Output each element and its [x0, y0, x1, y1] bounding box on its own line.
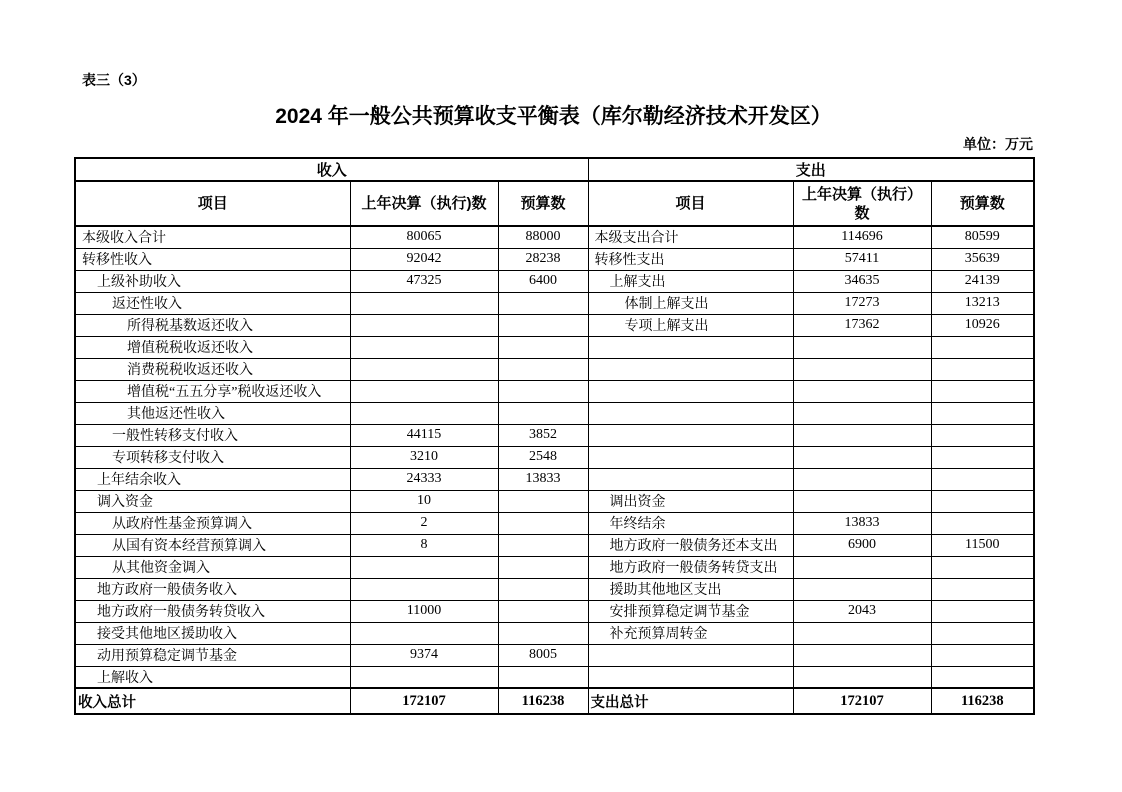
income-prev-value-cell: 24333	[350, 468, 498, 490]
income-prev-value-cell: 10	[350, 490, 498, 512]
expenditure-item-cell: 本级支出合计	[588, 226, 793, 248]
income-item-cell: 从其他资金调入	[75, 556, 350, 578]
expenditure-prev-value-cell: 6900	[793, 534, 931, 556]
expenditure-budget-value-cell	[931, 424, 1034, 446]
expenditure-budget-value-cell	[931, 622, 1034, 644]
income-prev-value-cell	[350, 314, 498, 336]
income-budget-value-cell: 28238	[498, 248, 588, 270]
income-budget-value-cell	[498, 314, 588, 336]
expenditure-budget-value-cell: 35639	[931, 248, 1034, 270]
expenditure-item-cell: 地方政府一般债务还本支出	[588, 534, 793, 556]
income-item-cell: 地方政府一般债务转贷收入	[75, 600, 350, 622]
income-item-cell: 消费税税收返还收入	[75, 358, 350, 380]
expenditure-prev-value-cell: 17362	[793, 314, 931, 336]
expenditure-budget-value-cell	[931, 556, 1034, 578]
expenditure-prev-value-cell	[793, 666, 931, 688]
income-budget-value-cell	[498, 336, 588, 358]
table-row	[75, 424, 1034, 446]
income-budget-value-cell	[498, 556, 588, 578]
expenditure-prev-value-cell	[793, 380, 931, 402]
income-item-cell: 返还性收入	[75, 292, 350, 314]
income-item-cell: 地方政府一般债务收入	[75, 578, 350, 600]
page-title: 2024 年一般公共预算收支平衡表（库尔勒经济技术开发区）	[275, 105, 832, 128]
income-item-cell: 上年结余收入	[75, 468, 350, 490]
expenditure-total-prev-value: 172107	[793, 688, 931, 714]
income-prev-value-cell: 8	[350, 534, 498, 556]
table-row	[75, 380, 1034, 402]
expenditure-item-cell: 转移性支出	[588, 248, 793, 270]
income-budget-header: 预算数	[498, 181, 588, 226]
table-row	[75, 556, 1034, 578]
income-item-cell: 从国有资本经营预算调入	[75, 534, 350, 556]
income-item-cell: 增值税“五五分享”税收返还收入	[75, 380, 350, 402]
expenditure-budget-value-cell	[931, 490, 1034, 512]
expenditure-prev-value-cell	[793, 358, 931, 380]
income-item-cell: 其他返还性收入	[75, 402, 350, 424]
income-item-cell: 上解收入	[75, 666, 350, 688]
expenditure-budget-value-cell	[931, 578, 1034, 600]
income-prev-value-cell: 80065	[350, 226, 498, 248]
table-row	[75, 600, 1034, 622]
income-item-cell: 增值税税收返还收入	[75, 336, 350, 358]
expenditure-item-cell	[588, 644, 793, 666]
expenditure-budget-value-cell	[931, 446, 1034, 468]
income-prev-value-cell	[350, 336, 498, 358]
expenditure-budget-value-cell	[931, 666, 1034, 688]
expenditure-section-header: 支出	[588, 158, 1034, 181]
income-item-header: 项目	[75, 181, 350, 226]
expenditure-budget-value-cell	[931, 644, 1034, 666]
expenditure-prev-value-cell	[793, 336, 931, 358]
income-item-cell: 动用预算稳定调节基金	[75, 644, 350, 666]
table-row	[75, 292, 1034, 314]
expenditure-budget-header: 预算数	[931, 181, 1034, 226]
income-budget-value-cell: 8005	[498, 644, 588, 666]
income-budget-value-cell	[498, 534, 588, 556]
income-prev-value-cell	[350, 556, 498, 578]
income-section-header: 收入	[75, 158, 588, 181]
expenditure-item-cell: 专项上解支出	[588, 314, 793, 336]
expenditure-item-cell: 援助其他地区支出	[588, 578, 793, 600]
income-item-cell: 从政府性基金预算调入	[75, 512, 350, 534]
income-prev-final-header: 上年决算（执行)数	[350, 181, 498, 226]
expenditure-prev-value-cell	[793, 424, 931, 446]
expenditure-budget-value-cell: 24139	[931, 270, 1034, 292]
expenditure-item-cell	[588, 402, 793, 424]
column-header-row	[75, 181, 1034, 226]
expenditure-budget-value-cell: 13213	[931, 292, 1034, 314]
income-prev-value-cell: 9374	[350, 644, 498, 666]
table-row	[75, 270, 1034, 292]
expenditure-prev-value-cell	[793, 402, 931, 424]
income-prev-value-cell: 2	[350, 512, 498, 534]
expenditure-item-cell	[588, 666, 793, 688]
income-prev-value-cell	[350, 292, 498, 314]
expenditure-budget-value-cell: 80599	[931, 226, 1034, 248]
income-prev-value-cell: 92042	[350, 248, 498, 270]
expenditure-budget-value-cell: 11500	[931, 534, 1034, 556]
expenditure-total-label: 支出总计	[588, 688, 793, 714]
table-body	[75, 226, 1034, 688]
expenditure-total-budget-value: 116238	[931, 688, 1034, 714]
income-budget-value-cell: 3852	[498, 424, 588, 446]
income-budget-value-cell: 6400	[498, 270, 588, 292]
income-total-label: 收入总计	[75, 688, 350, 714]
table-row	[75, 578, 1034, 600]
expenditure-item-cell: 体制上解支出	[588, 292, 793, 314]
expenditure-prev-value-cell	[793, 578, 931, 600]
income-item-cell: 一般性转移支付收入	[75, 424, 350, 446]
income-prev-value-cell	[350, 358, 498, 380]
expenditure-prev-value-cell: 17273	[793, 292, 931, 314]
income-budget-value-cell	[498, 292, 588, 314]
income-budget-value-cell	[498, 358, 588, 380]
expenditure-budget-value-cell	[931, 512, 1034, 534]
expenditure-budget-value-cell	[931, 358, 1034, 380]
expenditure-prev-value-cell: 57411	[793, 248, 931, 270]
income-budget-value-cell	[498, 512, 588, 534]
table-row	[75, 512, 1034, 534]
income-budget-value-cell	[498, 666, 588, 688]
income-budget-value-cell: 88000	[498, 226, 588, 248]
table-row	[75, 468, 1034, 490]
income-item-cell: 本级收入合计	[75, 226, 350, 248]
expenditure-item-cell	[588, 358, 793, 380]
income-budget-value-cell	[498, 578, 588, 600]
table-row	[75, 534, 1034, 556]
budget-balance-table	[74, 157, 1035, 715]
income-prev-value-cell	[350, 402, 498, 424]
table-row	[75, 226, 1034, 248]
expenditure-item-cell: 上解支出	[588, 270, 793, 292]
expenditure-item-header: 项目	[588, 181, 793, 226]
section-header-row	[75, 158, 1034, 181]
table-row	[75, 644, 1034, 666]
income-item-cell: 上级补助收入	[75, 270, 350, 292]
table-row	[75, 622, 1034, 644]
expenditure-prev-value-cell	[793, 490, 931, 512]
table-row	[75, 336, 1034, 358]
total-row	[75, 688, 1034, 714]
expenditure-budget-value-cell	[931, 402, 1034, 424]
income-budget-value-cell	[498, 402, 588, 424]
expenditure-prev-value-cell	[793, 468, 931, 490]
expenditure-budget-value-cell	[931, 380, 1034, 402]
expenditure-item-cell	[588, 336, 793, 358]
income-budget-value-cell	[498, 622, 588, 644]
unit-label: 单位：万元	[963, 136, 1033, 152]
income-item-cell: 调入资金	[75, 490, 350, 512]
income-budget-value-cell	[498, 600, 588, 622]
table-row	[75, 248, 1034, 270]
expenditure-prev-value-cell	[793, 556, 931, 578]
expenditure-prev-value-cell: 2043	[793, 600, 931, 622]
income-total-budget-value: 116238	[498, 688, 588, 714]
expenditure-item-cell	[588, 424, 793, 446]
income-budget-value-cell: 2548	[498, 446, 588, 468]
table-row	[75, 666, 1034, 688]
table-row	[75, 446, 1034, 468]
expenditure-budget-value-cell	[931, 600, 1034, 622]
expenditure-item-cell	[588, 468, 793, 490]
expenditure-item-cell: 地方政府一般债务转贷支出	[588, 556, 793, 578]
income-total-prev-value: 172107	[350, 688, 498, 714]
income-item-cell: 接受其他地区援助收入	[75, 622, 350, 644]
expenditure-item-cell: 补充预算周转金	[588, 622, 793, 644]
income-prev-value-cell: 11000	[350, 600, 498, 622]
expenditure-item-cell: 年终结余	[588, 512, 793, 534]
income-prev-value-cell: 3210	[350, 446, 498, 468]
income-prev-value-cell	[350, 666, 498, 688]
table-number-label: 表三（3）	[82, 72, 146, 88]
expenditure-prev-value-cell: 13833	[793, 512, 931, 534]
expenditure-budget-value-cell	[931, 336, 1034, 358]
income-item-cell: 转移性收入	[75, 248, 350, 270]
table-row	[75, 402, 1034, 424]
income-budget-value-cell	[498, 490, 588, 512]
expenditure-item-cell	[588, 446, 793, 468]
income-prev-value-cell	[350, 578, 498, 600]
expenditure-item-cell: 调出资金	[588, 490, 793, 512]
income-item-cell: 专项转移支付收入	[75, 446, 350, 468]
expenditure-budget-value-cell	[931, 468, 1034, 490]
expenditure-prev-value-cell: 114696	[793, 226, 931, 248]
income-budget-value-cell	[498, 380, 588, 402]
income-item-cell: 所得税基数返还收入	[75, 314, 350, 336]
income-prev-value-cell: 44115	[350, 424, 498, 446]
expenditure-prev-value-cell	[793, 622, 931, 644]
income-prev-value-cell	[350, 380, 498, 402]
expenditure-item-cell	[588, 380, 793, 402]
table-row	[75, 358, 1034, 380]
income-prev-value-cell: 47325	[350, 270, 498, 292]
expenditure-prev-value-cell	[793, 446, 931, 468]
expenditure-item-cell: 安排预算稳定调节基金	[588, 600, 793, 622]
income-budget-value-cell: 13833	[498, 468, 588, 490]
expenditure-prev-value-cell: 34635	[793, 270, 931, 292]
expenditure-prev-final-header: 上年决算（执行）数	[793, 181, 931, 226]
table-row	[75, 314, 1034, 336]
expenditure-prev-value-cell	[793, 644, 931, 666]
table-row	[75, 490, 1034, 512]
income-prev-value-cell	[350, 622, 498, 644]
expenditure-budget-value-cell: 10926	[931, 314, 1034, 336]
